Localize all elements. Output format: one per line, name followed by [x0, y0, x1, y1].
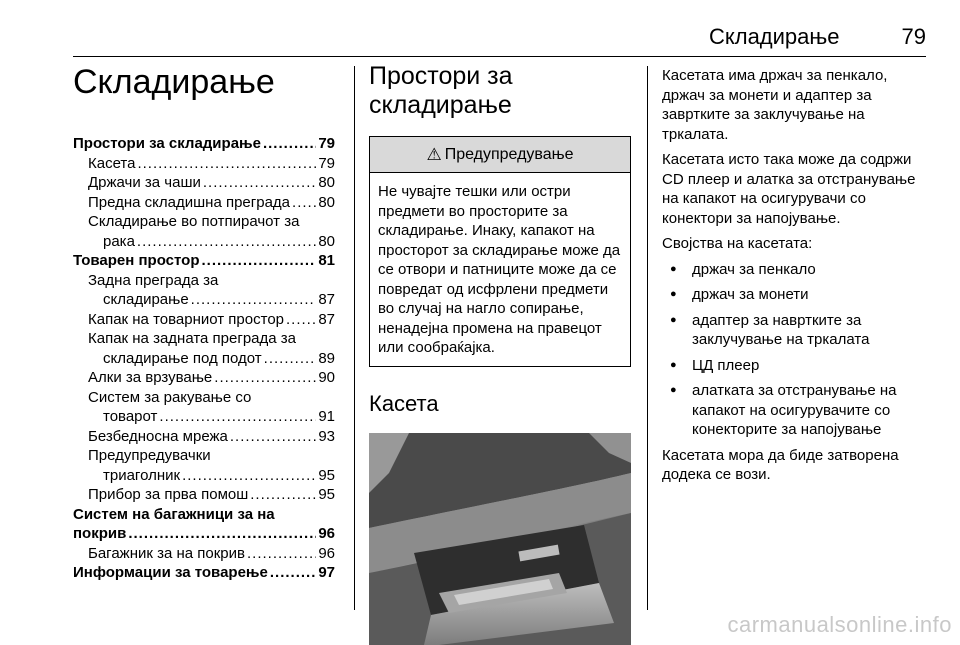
content-column-2 — [369, 62, 631, 645]
toc-page-number: 87 — [318, 291, 335, 308]
leader-dots — [159, 407, 316, 427]
toc-entry[interactable] — [73, 232, 335, 252]
toc-page-number: 93 — [318, 427, 335, 445]
toc-entry[interactable] — [73, 466, 335, 486]
toc-entry[interactable] — [73, 193, 335, 213]
toc-entry-label-cont: товарот — [103, 408, 158, 425]
toc-entry[interactable] — [73, 173, 335, 193]
leader-dots — [264, 349, 317, 369]
toc-entry[interactable] — [73, 485, 335, 505]
toc-entry-label: Безбедносна мрежа — [88, 427, 228, 445]
toc-entry[interactable] — [73, 544, 335, 564]
toc-page-number: 90 — [318, 369, 335, 386]
toc-entry[interactable] — [73, 563, 335, 583]
toc-entry-label-cont: покрив — [73, 525, 127, 542]
toc-entry[interactable] — [73, 407, 335, 427]
toc-entry-label: Капак на задната преграда за — [88, 330, 296, 347]
column-divider-2 — [647, 66, 648, 610]
toc-entry-label: Предна складишна преграда — [88, 193, 291, 211]
paragraph-3: Својства на касетата: — [662, 235, 813, 252]
leader-dots — [137, 154, 316, 174]
toc-page-number: 79 — [318, 135, 335, 152]
toc-entry[interactable] — [73, 154, 335, 174]
leader-dots — [182, 466, 316, 486]
warning-text: Не чувајте тешки или остри предмети во просторите за складирање. Инаку, капакот на просторот за складирање може да се отвори и патниците може да се повредат од исфрлени предмети во случај на нагло сопирање, ненадејна промена на правецот или сообраќајка. — [378, 183, 621, 356]
leader-dots — [137, 232, 316, 252]
toc-entry-label: Капак на товарниот простор — [88, 310, 285, 328]
toc-entry-label: Простори за складирање — [73, 135, 261, 152]
toc-entry[interactable] — [73, 290, 335, 310]
table-of-contents — [73, 134, 335, 583]
toc-entry[interactable] — [73, 134, 335, 154]
toc-column — [73, 62, 335, 583]
toc-page-number: 96 — [318, 544, 335, 562]
leader-dots — [203, 173, 316, 193]
subsection-title: Касета — [369, 390, 439, 416]
toc-entry-label: Држачи за чаши — [88, 174, 201, 191]
toc-page-number: 80 — [318, 193, 335, 211]
page-number: 79 — [901, 24, 926, 49]
toc-entry-label: Касета — [88, 154, 136, 172]
leader-dots — [201, 251, 316, 271]
paragraph-2: Касетата исто така може да содржи CD плеер и алатка за отстранување на капакот на осигурувачи со конектори за напојување. — [662, 151, 916, 227]
warning-triangle-icon: ⚠ — [426, 144, 442, 164]
list-item: ● држач за монети — [662, 285, 926, 305]
toc-entry-label-cont: триаголник — [103, 466, 181, 484]
toc-page-number: 95 — [318, 486, 335, 503]
toc-page-number: 80 — [318, 232, 335, 250]
leader-dots — [250, 485, 316, 505]
list-item: ● држач за пенкало — [662, 260, 926, 280]
chapter-title: Складирање — [73, 63, 275, 101]
toc-entry[interactable] — [73, 251, 335, 271]
section-title-line2: складирање — [369, 91, 512, 119]
toc-entry-label: Систем за ракување со — [88, 388, 252, 406]
toc-entry-label: Товарен простор — [73, 252, 200, 269]
toc-entry-label-cont: рака — [103, 232, 135, 250]
toc-entry-label: Информации за товарење — [73, 564, 268, 581]
toc-entry-label-cont: складирање — [103, 291, 189, 308]
toc-page-number: 87 — [318, 310, 335, 328]
toc-entry[interactable] — [73, 349, 335, 369]
toc-entry-label-cont: складирање под подот — [103, 349, 262, 367]
toc-entry[interactable] — [73, 524, 335, 544]
watermark: carmanualsonline.info — [727, 612, 952, 637]
toc-entry-label: Предупредувачки — [88, 447, 211, 464]
list-item: ● ЦД плеер — [662, 356, 926, 376]
glovebox-photo — [369, 433, 631, 645]
warning-box — [369, 136, 631, 367]
section-title-line1: Простори за — [369, 62, 513, 90]
leader-dots — [286, 310, 316, 330]
leader-dots — [270, 563, 316, 583]
leader-dots — [214, 368, 316, 388]
page-header — [709, 24, 926, 50]
toc-page-number: 81 — [318, 252, 335, 269]
toc-entry[interactable] — [73, 368, 335, 388]
toc-entry[interactable] — [73, 427, 335, 447]
toc-page-number: 89 — [318, 349, 335, 367]
toc-page-number: 96 — [318, 525, 335, 542]
toc-entry-label: Прибор за прва помош — [88, 486, 249, 503]
toc-page-number: 95 — [318, 466, 335, 484]
header-title: Складирање — [708, 24, 840, 49]
features-list — [662, 260, 926, 440]
toc-entry-label: Алки за врзување — [88, 369, 213, 386]
toc-page-number: 91 — [318, 408, 335, 425]
toc-page-number: 97 — [318, 564, 335, 581]
toc-page-number: 79 — [318, 154, 335, 172]
paragraph-1: Касетата има држач за пенкало, држач за монети и адаптер за завртките за заклучување на тркалата. — [662, 67, 888, 143]
list-item: ● алатката за отстранување на капакот на осигурувачите со конекторите за напојување — [662, 381, 926, 440]
list-item: ● адаптер за навртките за заклучување на тркалата — [662, 311, 926, 350]
leader-dots — [263, 134, 316, 154]
leader-dots — [230, 427, 316, 447]
toc-page-number: 80 — [318, 174, 335, 191]
header-rule — [73, 56, 926, 57]
column-divider-1 — [354, 66, 355, 610]
section-title — [369, 62, 631, 120]
leader-dots — [247, 544, 316, 564]
paragraph-4: Касетата мора да биде затворена додека се вози. — [662, 446, 899, 483]
toc-entry-label: Систем на багажници за на — [73, 505, 275, 523]
warning-header — [370, 137, 630, 173]
leader-dots — [128, 524, 316, 544]
content-column-3 — [662, 66, 926, 491]
toc-entry[interactable] — [73, 310, 335, 330]
warning-title: Предупредување — [444, 145, 574, 163]
toc-entry-label: Задна преграда за — [88, 271, 219, 289]
leader-dots — [191, 290, 317, 310]
toc-entry-label: Багажник за на покрив — [88, 544, 245, 562]
leader-dots — [292, 193, 316, 213]
toc-entry-label: Складирање во потпирачот за — [88, 213, 300, 230]
